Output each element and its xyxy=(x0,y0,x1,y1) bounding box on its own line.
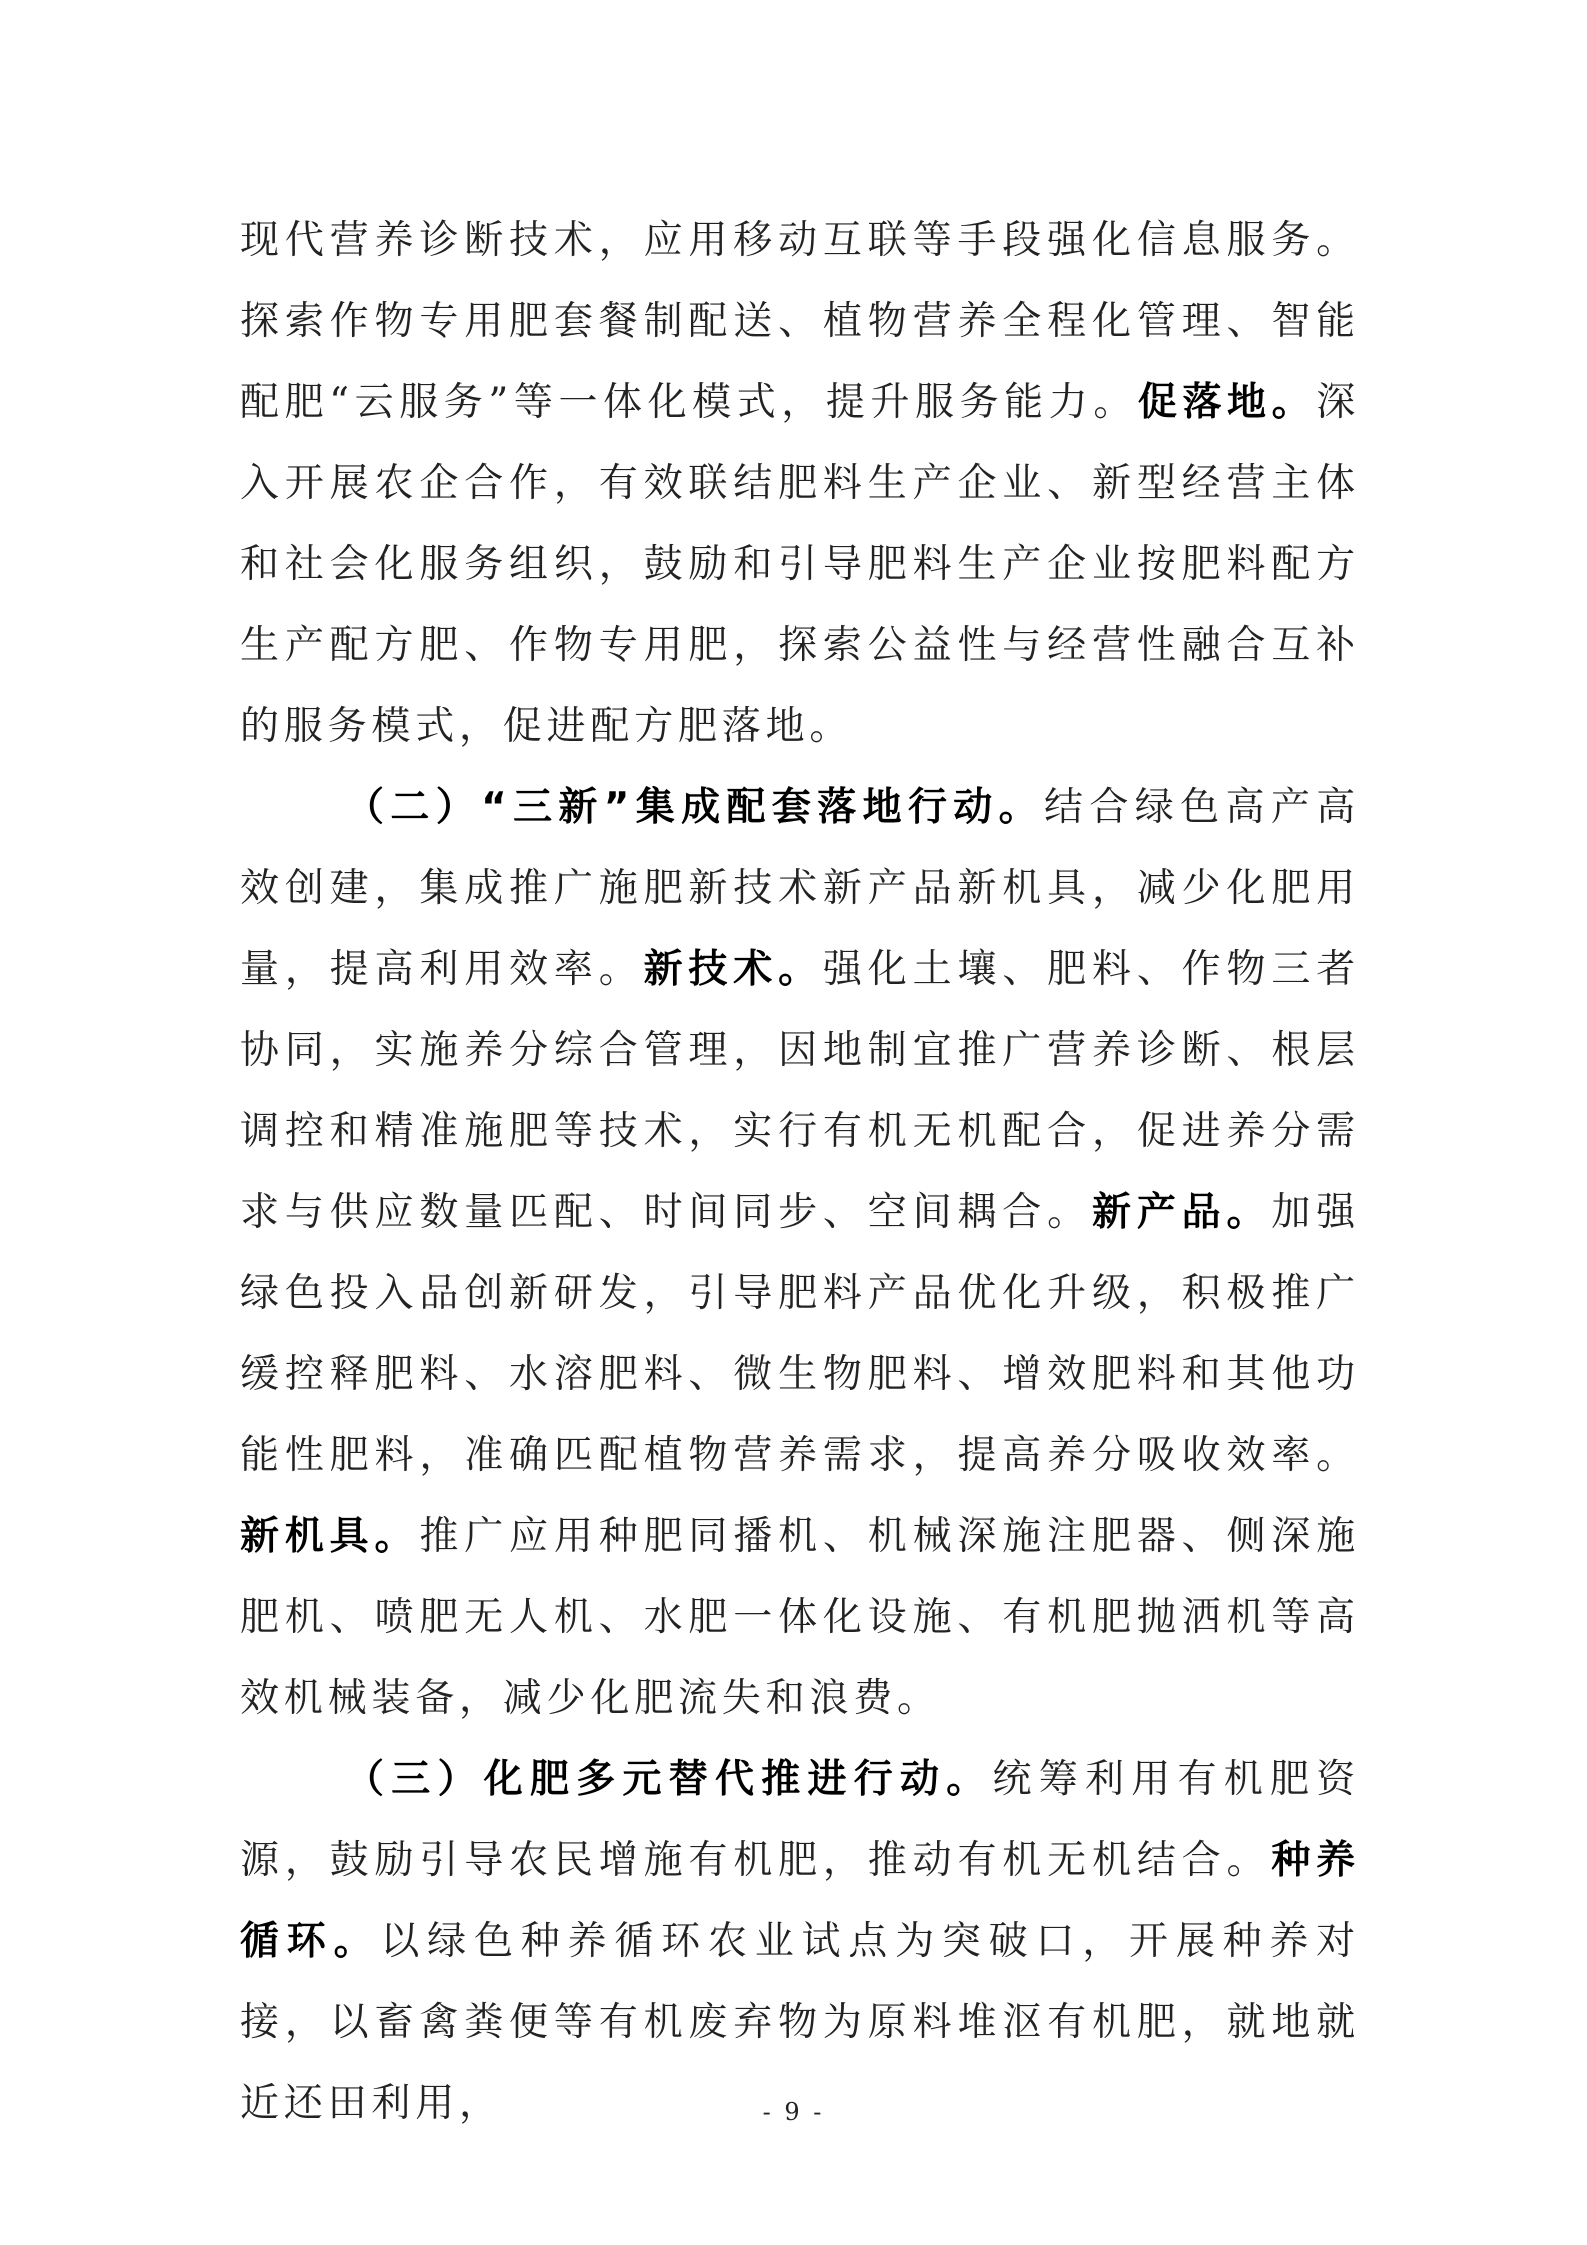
section-heading-3: （三）化肥多元替代推进行动。 xyxy=(345,1757,993,1802)
paragraph-2-text-2: 强化土壤、肥料、作物三者协同，实施养分综合管理，因地制宜推广营养诊断、根层调控和精准施肥等技术，实行有机无机配合，促进养分需求与供应数量匹配、时间同步、空间耦合。 xyxy=(240,947,1361,1235)
heading-crop-livestock-cycle: 种养循环。 xyxy=(240,1838,1360,1964)
paragraph-3-text-2: 以绿色种养循环农业试点为突破口，开展种养对接，以畜禽粪便等有机废弃物为原料堆沤有机肥，就地就近还田利用， xyxy=(240,1919,1360,2126)
heading-promote-landing: 促落地。 xyxy=(1137,380,1317,425)
section-heading-2: （二）“三新”集成配套落地行动。 xyxy=(345,785,1045,830)
heading-new-products: 新产品。 xyxy=(1091,1190,1272,1235)
paragraph-1 xyxy=(240,200,1360,767)
page-number: - 9 - xyxy=(762,2098,825,2126)
paragraph-2 xyxy=(240,767,1360,1739)
paragraph-2-text-4: 推广应用种肥同播机、机械深施注肥器、侧深施肥机、喷肥无人机、水肥一体化设施、有机肥抛洒机等高效机械装备，减少化肥流失和浪费。 xyxy=(240,1514,1360,1721)
paragraph-2-text-3: 加强绿色投入品创新研发，引导肥料产品优化升级，积极推广缓控释肥料、水溶肥料、微生物肥料、增效肥料和其他功能性肥料，准确匹配植物营养需求，提高养分吸收效率。 xyxy=(240,1190,1361,1478)
paragraph-3-text-1: 统筹利用有机肥资源，鼓励引导农民增施有机肥，推动有机无机结合。 xyxy=(240,1757,1360,1883)
paragraph-3 xyxy=(240,1739,1360,2144)
paragraph-2-text-1: 结合绿色高产高效创建，集成推广施肥新技术新产品新机具，减少化肥用量，提高利用效率。 xyxy=(240,785,1360,992)
paragraph-1-text-2: 深入开展农企合作，有效联结肥料生产企业、新型经营主体和社会化服务组织，鼓励和引导肥料生产企业按肥料配方生产配方肥、作物专用肥，探索公益性与经营性融合互补的服务模式，促进配方肥落地。 xyxy=(240,380,1360,749)
document-body xyxy=(240,200,1360,2144)
heading-new-technology: 新技术。 xyxy=(643,947,823,992)
heading-new-machinery: 新机具。 xyxy=(240,1514,420,1559)
paragraph-1-text-1: 现代营养诊断技术，应用移动互联等手段强化信息服务。探索作物专用肥套餐制配送、植物营养全程化管理、智能配肥“云服务”等一体化模式，提升服务能力。 xyxy=(240,218,1360,425)
